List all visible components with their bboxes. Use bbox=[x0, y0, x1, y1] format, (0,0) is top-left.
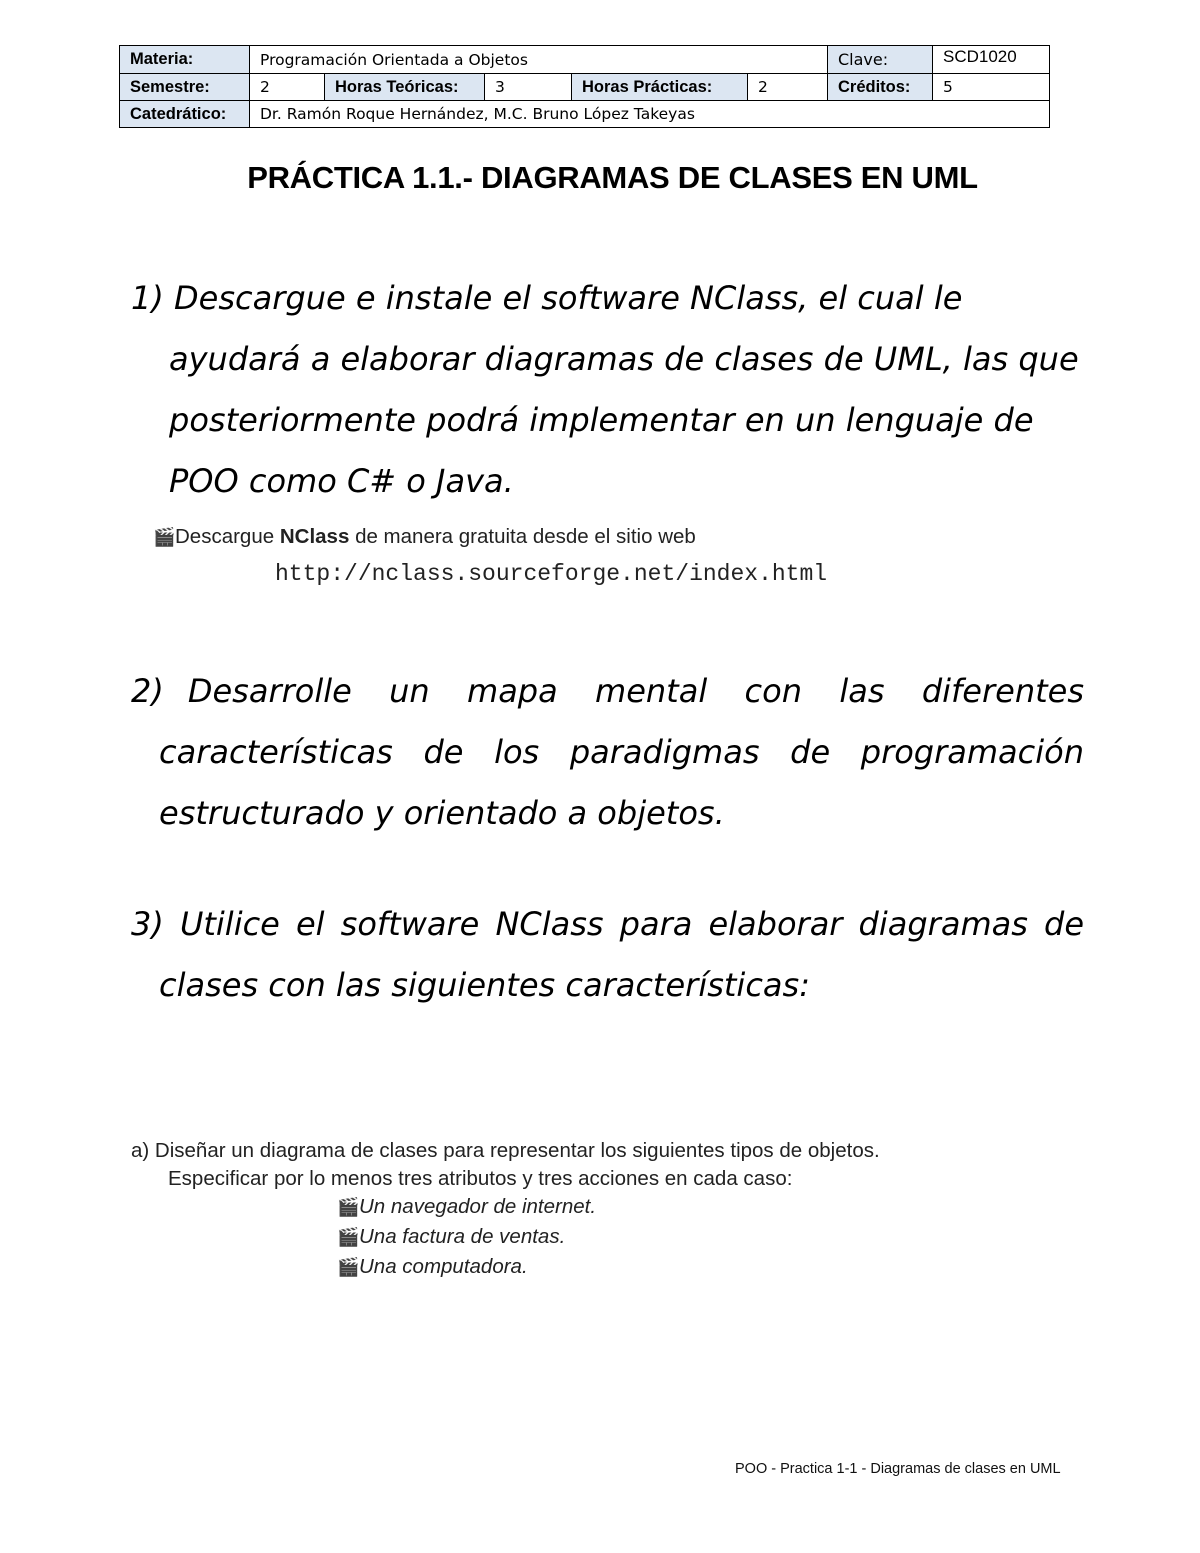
clave-value: SCD1020 bbox=[933, 46, 1050, 74]
clave-label: Clave: bbox=[828, 46, 933, 74]
subtask-a-line2: Especificar por lo menos tres atributos y tres acciones en cada caso: bbox=[168, 1167, 793, 1190]
catedratico-row bbox=[120, 101, 1050, 128]
instruction-1: 1) Descargue e instale el software NClass, el cual le ayudará a elaborar diagramas de clases de UML, las que posteriormente podrá implementar en un lenguaje de POO como C# o Java. bbox=[131, 279, 1079, 500]
object-item-text: Un navegador de internet. bbox=[359, 1195, 597, 1218]
catedratico-label: Catedrático: bbox=[120, 101, 250, 128]
object-item-text: Una computadora. bbox=[359, 1255, 528, 1278]
materia-value: Programación Orientada a Objetos bbox=[250, 46, 828, 74]
download-prefix: Descargue bbox=[175, 525, 275, 548]
catedratico-value: Dr. Ramón Roque Hernández, M.C. Bruno López Takeyas bbox=[250, 101, 1050, 128]
object-item bbox=[337, 1255, 528, 1279]
download-line bbox=[153, 525, 696, 549]
clapperboard-icon: 🎬 bbox=[337, 1197, 360, 1218]
instruction-2-number: 2) bbox=[131, 672, 164, 710]
instruction-3: 3) Utilice el software NClass para elaborar diagramas de clases con las siguientes características: bbox=[131, 905, 1084, 1004]
materia-label: Materia: bbox=[120, 46, 250, 74]
creditos-label: Créditos: bbox=[828, 74, 933, 101]
course-info-table bbox=[119, 45, 1050, 128]
download-software-name: NClass bbox=[279, 525, 350, 548]
clapperboard-icon: 🎬 bbox=[337, 1257, 360, 1278]
instruction-2 bbox=[131, 661, 1084, 844]
page-title: PRÁCTICA 1.1.- DIAGRAMAS DE CLASES EN UML bbox=[247, 160, 978, 195]
download-url[interactable]: http://nclass.sourceforge.net/index.html bbox=[275, 561, 828, 587]
semestre-label: Semestre: bbox=[120, 74, 250, 101]
horas-practicas-value: 2 bbox=[748, 74, 828, 101]
object-item-text: Una factura de ventas. bbox=[359, 1225, 566, 1248]
object-item bbox=[337, 1195, 596, 1219]
download-suffix: de manera gratuita desde el sitio web bbox=[355, 525, 696, 548]
clapperboard-icon: 🎬 bbox=[153, 527, 176, 548]
horas-teoricas-value: 3 bbox=[485, 74, 572, 101]
horas-teoricas-label: Horas Teóricas: bbox=[325, 74, 485, 101]
object-item bbox=[337, 1225, 565, 1249]
semestre-value: 2 bbox=[250, 74, 325, 101]
instruction-2-text: Desarrolle un mapa mental con las diferentes características de los paradigmas de programación estructurado y orientado a objetos. bbox=[159, 672, 1084, 832]
creditos-value: 5 bbox=[933, 74, 1050, 101]
clapperboard-icon: 🎬 bbox=[337, 1227, 360, 1248]
subtask-a-line1: a) Diseñar un diagrama de clases para representar los siguientes tipos de objetos. bbox=[131, 1139, 880, 1162]
page-footer: POO - Practica 1-1 - Diagramas de clases en UML bbox=[735, 1461, 1061, 1477]
semestre-row bbox=[120, 74, 1050, 101]
materia-row bbox=[120, 46, 1050, 74]
horas-practicas-label: Horas Prácticas: bbox=[572, 74, 748, 101]
